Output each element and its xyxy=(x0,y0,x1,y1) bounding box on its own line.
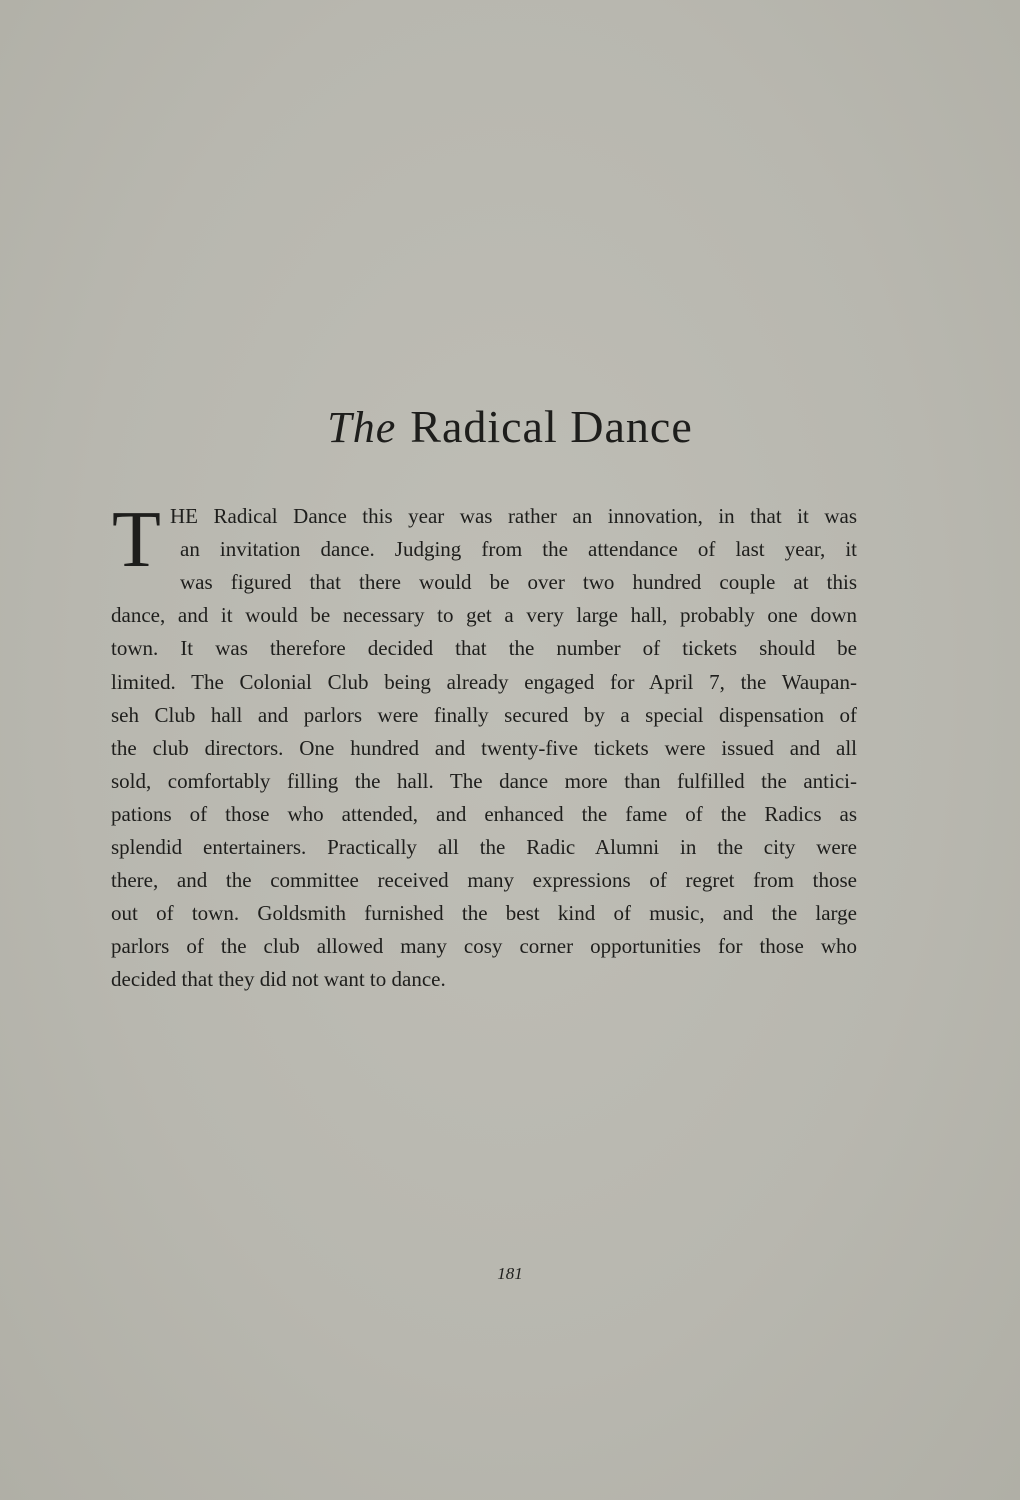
text-line: there, and the committee received many expressions of regret from those xyxy=(111,868,857,893)
text-line: parlors of the club allowed many cosy corner opportunities for those who xyxy=(111,934,857,959)
title-prefix: The xyxy=(327,403,397,452)
text-line: seh Club hall and parlors were finally secured by a special dispensation of xyxy=(111,702,857,727)
text-line: dance, and it would be necessary to get a very large hall, probably one down xyxy=(111,603,857,628)
text-line: was figured that there would be over two hundred couple at this xyxy=(180,570,857,595)
drop-cap: T xyxy=(112,496,161,584)
text-line: out of town. Goldsmith furnished the best kind of music, and the large xyxy=(111,901,857,926)
text-line: town. It was therefore decided that the number of tickets should be xyxy=(111,636,857,661)
text-line: splendid entertainers. Practically all the Radic Alumni in the city were xyxy=(111,835,857,859)
text-line: HE Radical Dance this year was rather an innovation, in that it was xyxy=(170,504,857,528)
page-number: 181 xyxy=(497,1264,523,1283)
text-line: decided that they did not want to dance. xyxy=(111,967,446,992)
title-main: Radical Dance xyxy=(410,401,693,452)
page-title xyxy=(0,400,1020,453)
text-line: sold, comfortably filling the hall. The dance more than fulfilled the antici- xyxy=(111,768,857,793)
text-line: an invitation dance. Judging from the attendance of last year, it xyxy=(180,537,857,562)
text-line: limited. The Colonial Club being already engaged for April 7, the Waupan- xyxy=(111,669,857,694)
text-line: pations of those who attended, and enhanced the fame of the Radics as xyxy=(111,801,857,826)
text-line: the club directors. One hundred and twenty-five tickets were issued and all xyxy=(111,735,857,760)
